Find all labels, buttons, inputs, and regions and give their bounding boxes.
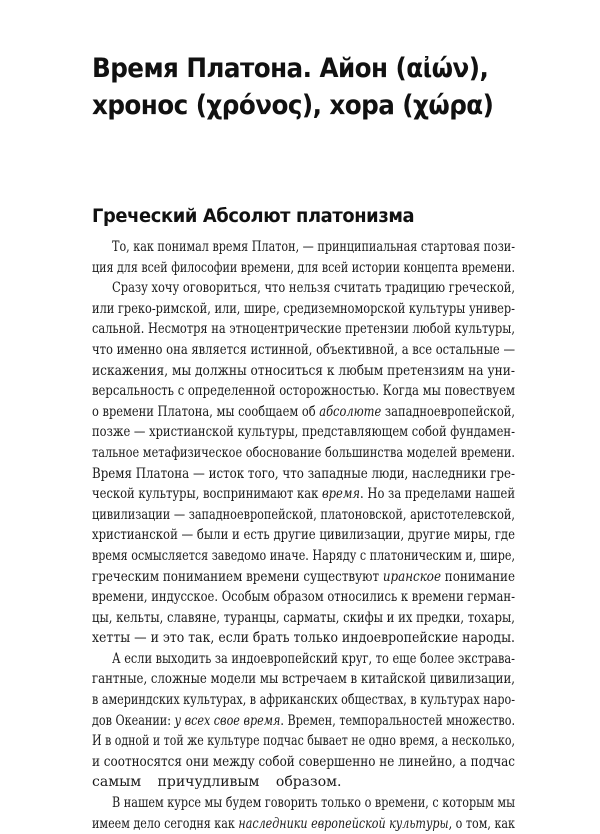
emphasis-text: наследники европейской культуры <box>238 815 449 832</box>
text-segment: понимание <box>441 568 515 585</box>
text-segment: версальность с определенной осторожностью. Когда мы повествуем <box>92 383 515 400</box>
text-segment: А если выходить за индоевропейский круг, то еще более экстрава- <box>112 650 515 667</box>
text-line <box>92 299 515 320</box>
text-line <box>92 546 515 567</box>
text-line <box>92 525 515 546</box>
text-line <box>92 340 515 361</box>
text-segment: И в одной и той же культуре подчас бывает не одно время, а несколько, <box>92 733 515 750</box>
text-segment: греческим пониманием времени существуют <box>92 568 383 585</box>
text-segment: позже — христианской культуры, представляющем собой фундамен- <box>92 424 515 441</box>
text-line <box>92 772 515 793</box>
text-segment: тальное метафизическое обоснование большинства моделей времени. <box>92 444 515 461</box>
text-line <box>92 484 515 505</box>
text-line <box>92 422 515 443</box>
section-title: Греческий Абсолют платонизма <box>92 205 415 227</box>
text-segment: То, как понимал время Платон, — принципиальная стартовая пози- <box>112 239 515 255</box>
text-segment: . Но за пределами нашей <box>360 486 515 503</box>
text-line <box>92 505 515 526</box>
text-line <box>92 402 515 423</box>
text-segment: дов Океании: <box>92 712 175 729</box>
text-segment: в америндских культурах, в африканских обществах, в культурах наро- <box>92 692 515 709</box>
text-segment: В нашем курсе мы будем говорить только о времени, с которым мы <box>112 795 515 812</box>
text-line <box>92 690 515 711</box>
text-line <box>92 793 515 814</box>
chapter-title-line-2: хронос (χρόνος), хора (χώρα) <box>92 90 494 121</box>
text-segment: и соотносятся они между собой совершенно не линейно, а подчас <box>92 753 515 770</box>
text-segment: Сразу хочу оговориться, что нельзя считать традицию греческой, <box>112 280 515 297</box>
text-segment: время осмысляется заведомо иначе. Наряду с платоническим и, шире, <box>92 547 515 564</box>
text-segment: искажения, мы должны относиться к любым претензиям на уни- <box>92 362 515 379</box>
emphasis-text: иранское <box>382 568 442 585</box>
text-segment: или греко-римской, или, шире, средиземноморской культуры универ- <box>92 300 515 317</box>
emphasis-text: у всех свое время <box>174 712 281 729</box>
text-segment: что именно она является истинной, объективной, а все остальные — <box>92 341 515 358</box>
text-line <box>92 464 515 485</box>
text-segment: . Времен, темпоральностей множество. <box>280 712 515 729</box>
text-line <box>92 278 515 299</box>
text-line <box>92 443 515 464</box>
text-line <box>92 567 515 588</box>
chapter-title <box>92 50 520 124</box>
text-line <box>92 319 515 340</box>
text-line <box>92 361 515 382</box>
text-segment: сальной. Несмотря на этноцентрические претензии любой культуры, <box>92 321 515 338</box>
text-segment: хетты — и это так, если брать только индоевропейские народы. <box>92 630 515 647</box>
text-line <box>92 649 515 670</box>
text-segment: цы, кельты, славяне, туранцы, сарматы, скифы и их предки, тохары, <box>92 609 515 626</box>
text-segment: христианской — были и есть другие цивилизации, другие миры, где <box>92 527 515 544</box>
chapter-title-line-1: Время Платона. Айон (αἰών), <box>92 53 489 84</box>
text-line <box>92 608 515 629</box>
text-line <box>92 587 515 608</box>
text-line <box>92 258 515 279</box>
text-segment: , о том, как <box>448 815 515 832</box>
text-line <box>92 669 515 690</box>
text-segment: цивилизации — западноевропейской, платоновской, аристотелевской, <box>92 506 515 523</box>
text-segment: самым причудливым образом. <box>92 774 342 791</box>
text-line <box>92 711 515 732</box>
text-line <box>92 381 515 402</box>
text-segment: о времени Платона, мы сообщаем об <box>92 403 320 420</box>
text-segment: западноевропейской, <box>381 403 515 420</box>
text-line <box>92 628 515 649</box>
text-segment: ческой культуры, воспринимают как <box>92 486 322 503</box>
text-line <box>92 814 515 834</box>
body-text <box>92 237 515 834</box>
text-line <box>92 752 515 773</box>
emphasis-text: абсолюте <box>319 403 382 420</box>
text-segment: имеем дело сегодня как <box>92 815 239 832</box>
text-line <box>92 237 515 258</box>
text-segment: ция для всей философии времени, для всей истории концепта времени. <box>92 259 515 276</box>
text-line <box>92 731 515 752</box>
emphasis-text: время <box>321 486 361 503</box>
text-segment: Время Платона — исток того, что западные люди, наследники гре- <box>92 465 515 482</box>
text-segment: времени, индусское. Особым образом относились к времени герман- <box>92 589 515 606</box>
text-segment: гантные, сложные модели мы встречаем в китайской цивилизации, <box>92 671 515 688</box>
